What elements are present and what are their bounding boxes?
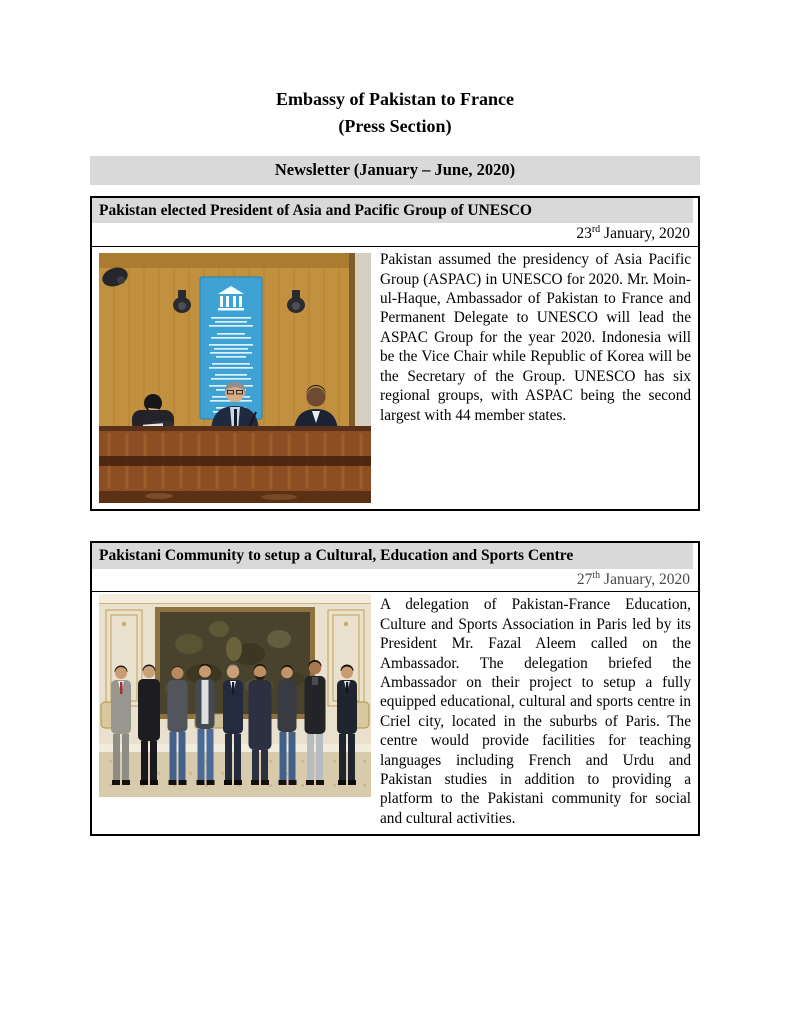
section-heading: Pakistani Community to setup a Cultural, Education and Sports Centre (92, 543, 693, 568)
newsletter-banner: Newsletter (January – June, 2020) (90, 156, 700, 185)
section-heading: Pakistan elected President of Asia and Pacific Group of UNESCO (92, 198, 693, 223)
news-section-community-centre (90, 541, 700, 836)
news-section-unesco (90, 196, 700, 511)
delegation-photo-graphic (99, 594, 371, 797)
page-title-line1: Embassy of Pakistan to France (276, 89, 514, 109)
unesco-press-photo-graphic (99, 253, 371, 503)
delegation-group-photo (99, 594, 371, 797)
section-body-text: Pakistan assumed the presidency of Asia Pacific Group (ASPAC) in UNESCO for 2020. Mr. Moin-ul-Haque, Ambassador of Pakistan to France and Permanent Delegate to UNESCO will lead the ASPAC Group for the year 2020. Indonesia will be the Vice Chair while Republic of Korea will be the Secretary of the Group. UNESCO has six regional groups, with ASPAC being the second largest with 44 member states. (380, 251, 691, 424)
section-date: 23rd January, 2020 (92, 223, 698, 247)
section-date: 27th January, 2020 (92, 569, 698, 593)
unesco-press-photo (99, 253, 371, 503)
section-body-text: A delegation of Pakistan-France Education, Culture and Sports Association in Paris led by its President Mr. Fazal Aleem called on the Ambassador. The delegation briefed the Ambassador on their project to setup a fully equipped educational, cultural and sports centre in Criel city, located in the suburbs of Paris. The centre would provide facilities for teaching languages including French and Urdu and Pakistan studies in addition to providing a platform to the Pakistani community for social and cultural activities. (380, 596, 691, 827)
page-title (90, 86, 700, 140)
page-title-line2: (Press Section) (338, 116, 452, 136)
